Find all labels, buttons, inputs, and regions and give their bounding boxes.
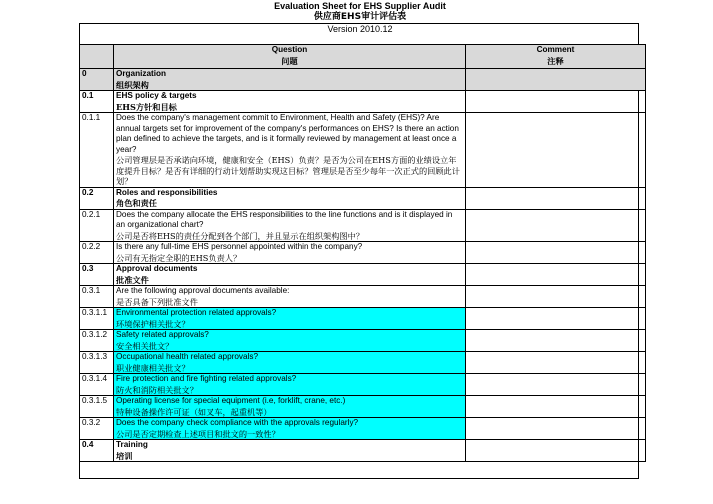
table-row [80,286,646,308]
row-question [114,440,466,462]
question-text: Does the company's management commit to Environment, Health and Safety (EHS)? Are annual targets set for improvement of the company's performances on EHS? Is there an action plan defined to achieve the targets, and is it formally reviewed by management at least once a year? [116,113,459,154]
row-number: 0.3.1 [80,286,114,308]
row-comment[interactable] [466,308,646,330]
row-number: 0 [80,69,114,91]
row-question [114,113,466,188]
row-comment[interactable] [466,418,646,440]
question-text: Safety related approvals? [116,330,209,339]
row-number: 0.3.2 [80,418,114,440]
column-header-comment [466,45,646,69]
question-text-cn: 组织架构 [116,79,149,90]
table-row [80,187,646,209]
column-header-number [80,45,114,69]
question-text: Are the following approval documents available: [116,286,290,295]
document-title: Evaluation Sheet for EHS Supplier Audit [274,1,446,11]
question-text: Environmental protection related approvals? [116,308,277,317]
row-question [114,374,466,396]
audit-table [79,44,646,462]
question-text-cn: 特种设备操作许可证（如叉车，起重机等） [116,406,272,417]
row-question [114,209,466,242]
row-comment[interactable] [466,352,646,374]
table-row [80,440,646,462]
question-text-cn: 公司是否将EHS的责任分配到各个部门，并且显示在组织架构图中？ [116,230,364,241]
row-question [114,396,466,418]
question-text-cn: 安全相关批文？ [116,340,174,351]
table-row [80,418,646,440]
question-text-cn: 批准文件 [116,274,149,285]
column-header-comment-label-cn: 注释 [547,55,564,66]
table-row [80,330,646,352]
question-text: Does the company allocate the EHS responsibilities to the line functions and is it displayed in an organizational chart? [116,209,453,229]
row-number: 0.3.1.1 [80,308,114,330]
row-number: 0.1.1 [80,113,114,188]
document-version: Version 2010.12 [327,24,393,34]
row-question [114,91,466,113]
table-row [80,308,646,330]
row-comment[interactable] [466,209,646,242]
question-text: Training [116,440,148,449]
question-text-cn: 角色和责任 [116,198,157,208]
row-comment[interactable] [466,242,646,264]
row-number: 0.3.1.4 [80,374,114,396]
question-text-cn: 职业健康相关批文？ [116,362,190,373]
column-header-question-label-cn: 问题 [281,55,298,66]
question-text: Operating license for special equipment (i.e, forklift, crane, etc.) [116,396,346,405]
row-question [114,418,466,440]
table-row [80,209,646,242]
question-text-cn: 公司管理层是否承诺向环境，健康和安全（EHS）负责？是否为公司在EHS方面的业绩设立年度提升目标？是否有详细的行动计划帮助实现这目标？管理层是否至少每年一次正式的回顾此计划？ [116,155,460,186]
question-text: Fire protection and fire fighting related approvals? [116,374,297,383]
row-number: 0.4 [80,440,114,462]
table-row [80,396,646,418]
row-number: 0.3.1.2 [80,330,114,352]
question-text-cn: 防火和消防相关批文？ [116,384,198,395]
table-row [80,264,646,286]
row-question [114,286,466,308]
row-comment[interactable] [466,264,646,286]
question-text: Approval documents [116,264,198,273]
row-comment[interactable] [466,91,646,113]
question-text: Does the company check compliance with the approvals regularly? [116,418,359,427]
row-comment[interactable] [466,286,646,308]
table-row [80,69,646,91]
row-comment[interactable] [466,113,646,188]
row-question [114,187,466,209]
row-comment[interactable] [466,69,646,91]
column-header-row [80,45,646,69]
row-comment[interactable] [466,396,646,418]
column-header-comment-label: Comment [536,45,575,54]
question-text: EHS policy & targets [116,91,197,100]
row-comment[interactable] [466,440,646,462]
question-text-cn: 公司是否定期检查上述项目和批文的一致性？ [116,428,280,439]
row-number: 0.1 [80,91,114,113]
row-comment[interactable] [466,330,646,352]
table-row [80,113,646,188]
document-title-cn: 供应商EHS审计评估表 [313,12,407,22]
row-comment[interactable] [466,374,646,396]
question-text: Occupational health related approvals? [116,352,259,361]
row-number: 0.2.1 [80,209,114,242]
question-text-cn: 公司有无指定全职的EHS负责人？ [116,252,242,263]
row-question [114,352,466,374]
row-number: 0.3.1.3 [80,352,114,374]
column-header-question-label: Question [271,45,308,54]
column-header-question [114,45,466,69]
row-number: 0.2.2 [80,242,114,264]
row-number: 0.2 [80,187,114,209]
row-question [114,242,466,264]
row-question [114,69,466,91]
row-number: 0.3.1.5 [80,396,114,418]
question-text-cn: 是否具备下列批准文件 [116,296,198,307]
question-text-cn: 培训 [116,450,133,461]
row-question [114,264,466,286]
question-text-cn: 环境保护相关批文？ [116,318,190,329]
table-row [80,374,646,396]
row-question [114,308,466,330]
row-number: 0.3 [80,264,114,286]
row-comment[interactable] [466,187,646,209]
row-question [114,330,466,352]
question-text: Organization [116,69,167,78]
question-text: Roles and responsibilities [116,187,218,197]
table-row [80,91,646,113]
table-row [80,352,646,374]
table-row [80,242,646,264]
question-text: Is there any full-time EHS personnel appointed within the company? [116,242,363,251]
question-text-cn: EHS方针和目标 [116,101,177,112]
